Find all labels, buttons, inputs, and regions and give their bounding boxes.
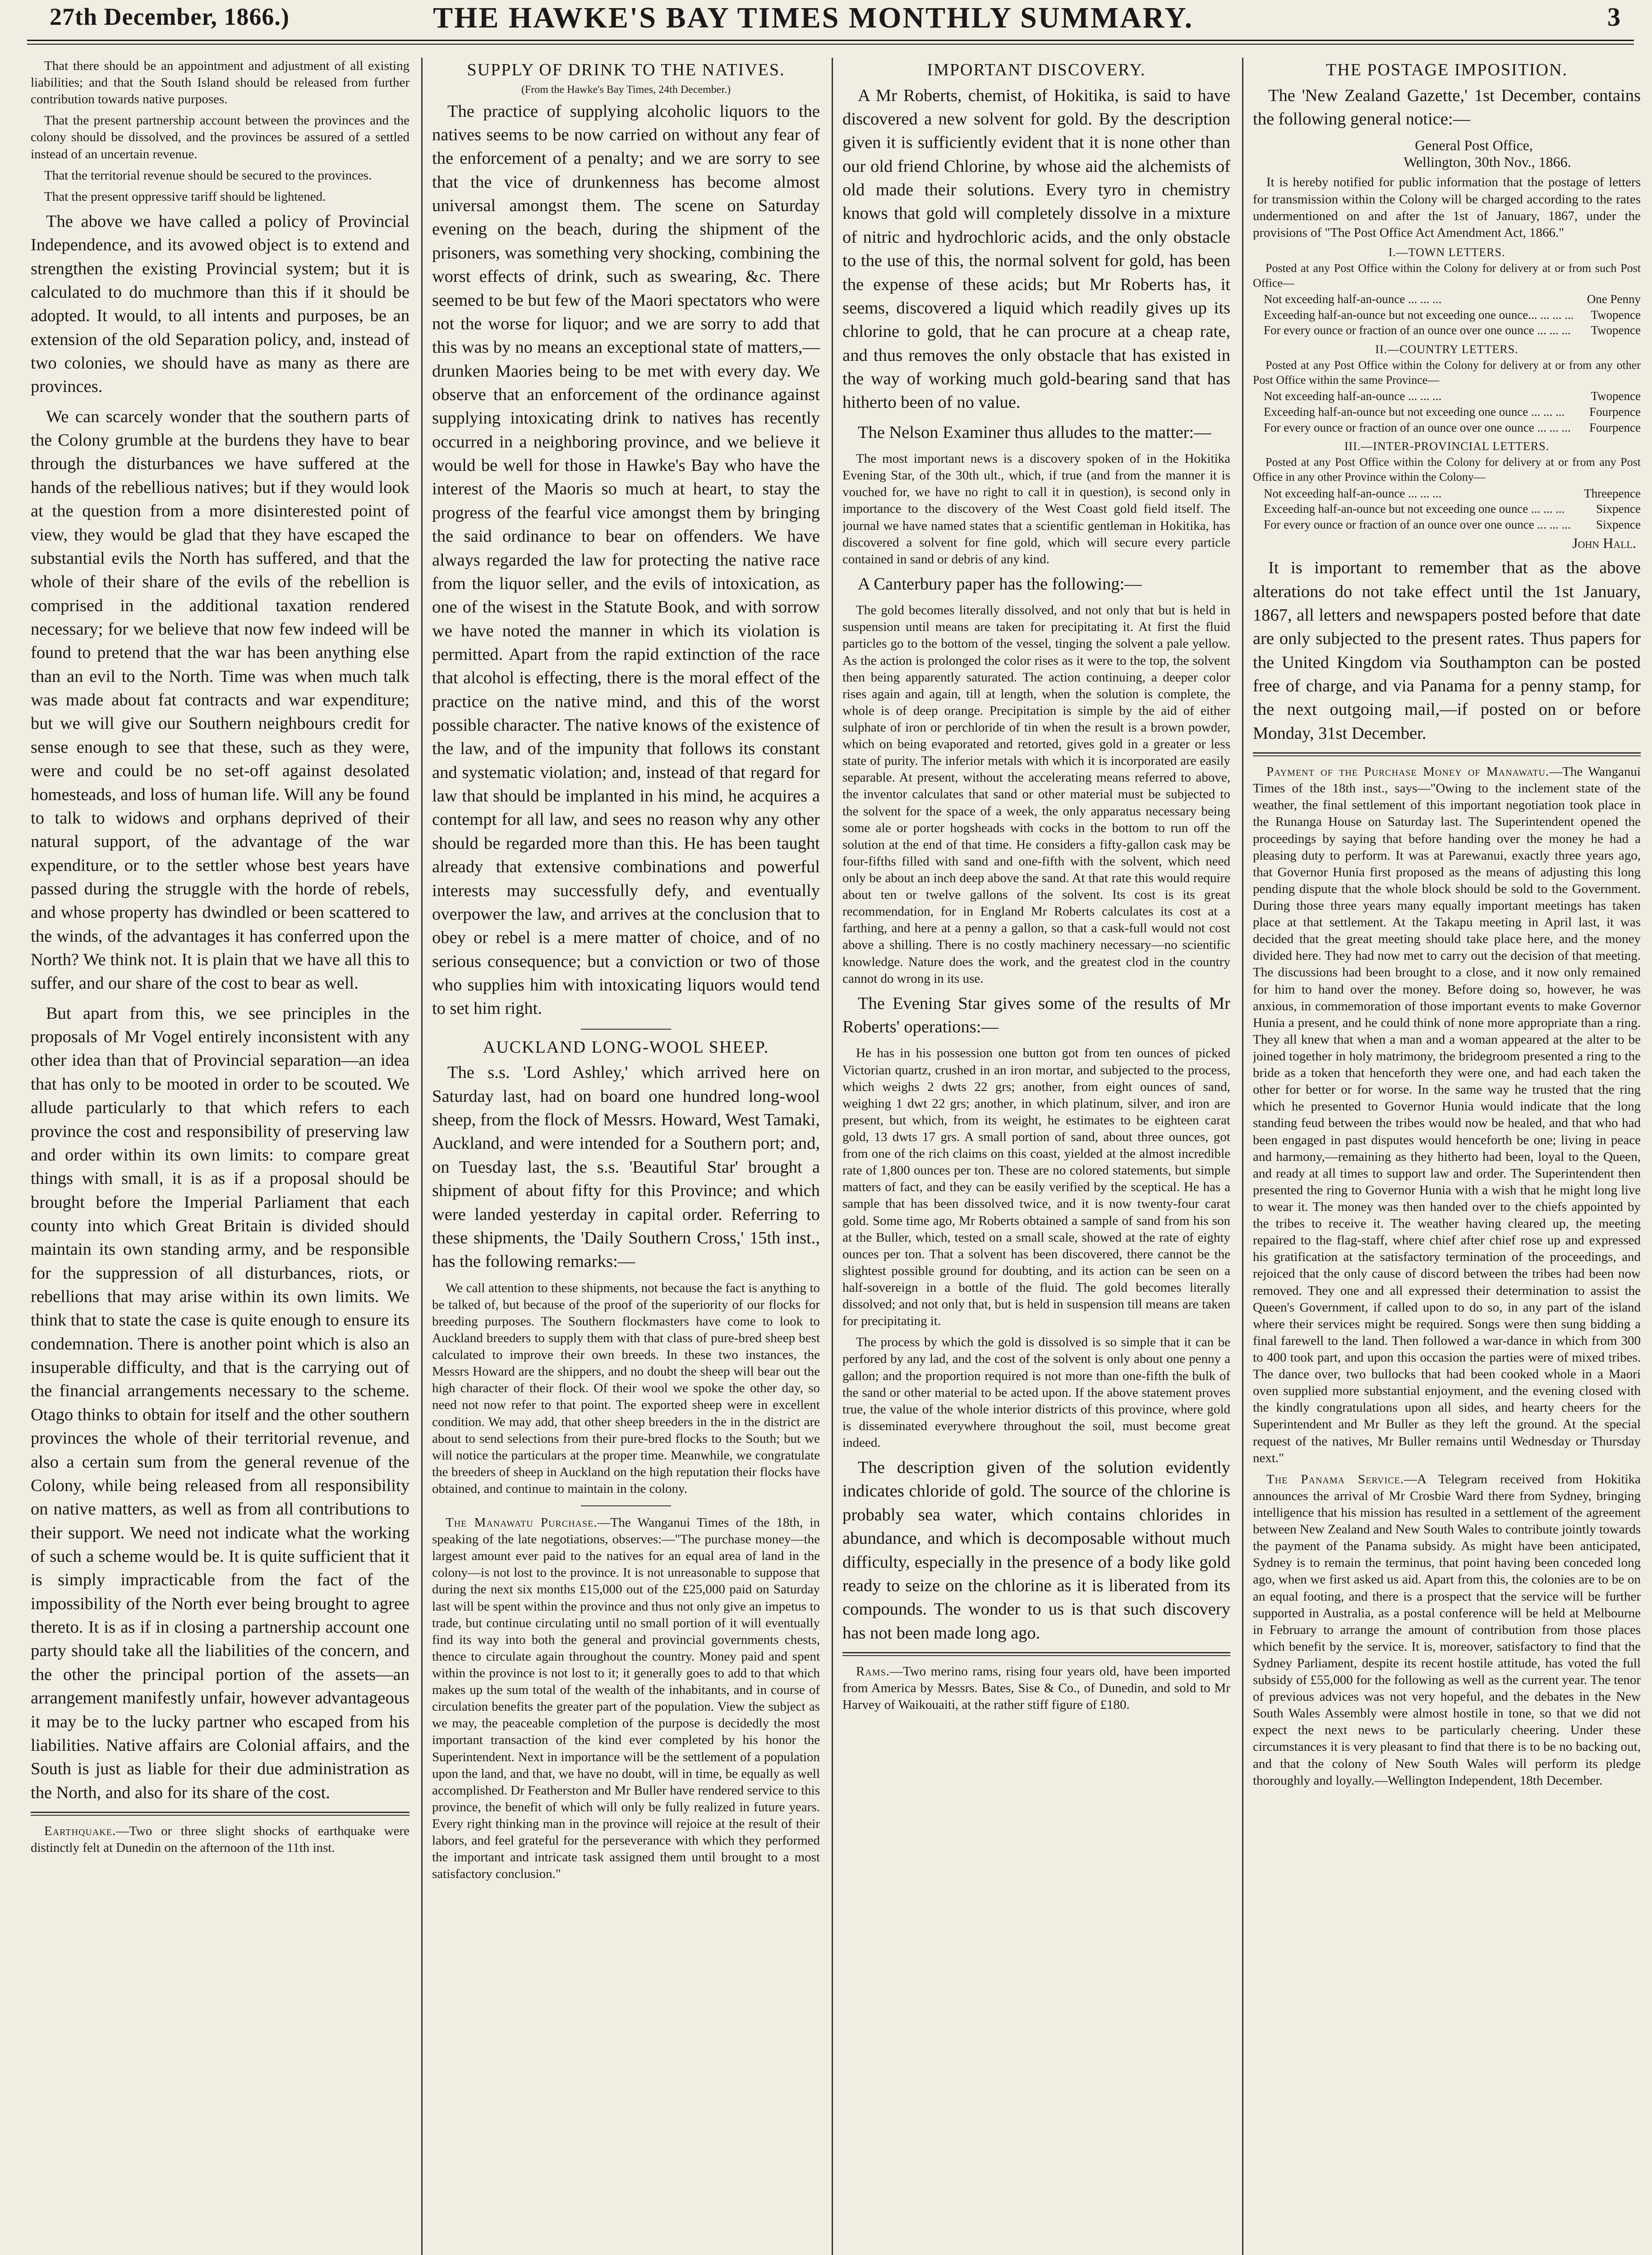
rate-label: For every ounce or fraction of an ounce over one ounce ... ... ... [1264, 323, 1571, 337]
postal-rate-row [1253, 291, 1641, 307]
column-divider [421, 58, 423, 2255]
quoted-paragraph: The gold becomes literally dissolved, and not only that but is held in suspension until means are taken for precipitating it. At first the fluid particles go to the bottom of the vessel, tinging the solvent a pale yellow. As the action is prolonged the color rises as it were to the top, the solvent then being apparently saturated. The action continuing, a deeper color rises again and again, till at length, when the solution is complete, the whole is of deep orange. Precipitation is simple by the aid of either sulphate of iron or perchloride of tin when the result is a brown powder, which on being evaporated and retorted, gives gold in a greater or less state of purity. The inferior metals with which it is incorporated are easily separable. At present, without the accelerating means referred to above, the inventor calculates that sand or other material must be subjected to the solvent for the space of a week, the only apparatus necessary being some ale or porter hogsheads with cocks in the bottom to run off the solution at the end of that time. He considers a fifty-gallon cask may be four-fifths filled with sand and one-fifth with the solvent, which need only be about an inch deep above the sand. At that rate this would require about ten or twelve gallons of the solvent. Its cost is its great recommendation, for in England Mr Roberts calculates its cost at a farthing, and here at a penny a gallon, so that a cask-full would not cost above a shilling. There is no costly machinery necessary—no scientific knowledge. Nature does the work, and the greatest clod in the country cannot do wrong in its use. [842, 603, 1230, 986]
rate-value: Threepence [1584, 486, 1641, 500]
rate-value: One Penny [1587, 292, 1641, 306]
article-paragraph: The above we have called a policy of Provincial Independence, and its avowed object is to extend and strengthen the existing Provincial system; but it is calculated to do muchmore than this if it should be adopted. It would, to all intents and purposes, be an extension of the old Separation policy, and, instead of two colonies, we should have as many as there are provinces. [31, 212, 410, 396]
postal-rate-row [1253, 517, 1641, 533]
article-source: (From the Hawke's Bay Times, 24th December.) [521, 83, 731, 96]
item-text: —The Wanganui Times of the 18th inst., says—"Owing to the inclement state of the weather, the final settlement of this important negotiation took place in the Runanga House on Saturday last. The Superintendent opened the proceedings by saying that before handing over the money he had a pleasing duty to perform. It was at Parewanui, exactly three years ago, that Governor Hunia first proposed as the means of adjusting this long pending dispute that the whole block should be sold to the Government. During those three years many equally important meetings has taken place at that settlement. At the Takapu meeting in April last, it was decided that the great meeting should take place here, and the money divided here. They had now met to carry out the decision of that meeting. The discussions had been brought to a close, and it now only remained for him to hand over the money. Before doing so, however, he was anxious, in commemoration of those important events to make Governor Hunia a present, and he could think of none more appropriate than a ring. They all knew that when a man and a woman appeared at the alter to be joined together in holy matrimony, the bridegroom presented a ring to the bride as a token that henceforth they were one, and had each taken the other for better or for worse. In the same way he trusted that the ring which he presented to Governor Hunia would indicate that the long standing feud between the tribes would now be healed, and that who had been engaged in past disputes would henceforth be one; living in peace and harmony,—remaining as they hitherto had been, loyal to the Queen, and ready at all times to support law and order. The Superintendent then presented the ring to Governor Hunia with a wish that he might long live to wear it. The money was then handed over to the chiefs appointed by the tribes to receive it. The weather having cleared up, the meeting repaired to the flag-staff, where chief after chief rose up and expressed his gratification at the satisfactory termination of the proceedings, and rejoiced that the only cause of discord between the tribes had been now removed. They one and all expressed their determination to assist the Queen's Government, if called upon to do so, in any part of the island where their services might be required. Songs were then sung bidding a final farewell to the land. Then followed a war-dance in which from 300 to 400 took part, and upon this occasion the parties were of mixed tribes. The dance over, two bullocks that had been cooked whole in a Maori oven supplied more substantial enjoyment, and the evening closed with the kindly congratulations upon all sides, and hearty cheers for the Superintendent and Mr Buller as they left the ground. At the special request of the natives, Mr Buller remains until Wednesday or Thursday next." [1253, 764, 1641, 1465]
item-text: —Two merino rams, rising four years old, have been imported from America by Messrs. Bates, Sise & Co., of Dunedin, and sold to Mr Harvey of Waikouaiti, at the rather stiff figure of £180. [842, 1664, 1230, 1712]
issue-date: 27th December, 1866.) [50, 3, 290, 30]
article-paragraph: It is important to remember that as the above alterations do not take effect until the 1st January, 1867, all letters and newspapers posted before that date are only subjected to the present rates. Thus papers for the United Kingdom via Southampton can be posted free of charge, and via Panama for a penny stamp, for the next outgoing mail,—if posted on or before Monday, 31st December. [1253, 558, 1641, 743]
article-title-postage: THE POSTAGE IMPOSITION. [1326, 60, 1568, 79]
column-3 [842, 58, 1230, 2255]
resolution: That the present partnership account between the provinces and the colony should be dissolved, and the provinces be assured of a settled instead of an uncertain revenue. [31, 113, 410, 161]
rate-label: For every ounce or fraction of an ounce over one ounce ... ... ... [1264, 420, 1571, 434]
section-rule [31, 1812, 410, 1816]
section-rule [1253, 752, 1641, 756]
postal-rate-row [1253, 486, 1641, 502]
rate-value: Twopence [1591, 308, 1641, 322]
postal-section-heading: III.—INTER-PROVINCIAL LETTERS. [1344, 440, 1550, 453]
panama-item [1253, 1471, 1641, 1789]
item-heading: The Manawatu Purchase. [446, 1515, 598, 1530]
item-heading: Payment of the Purchase Money of Manawatu. [1266, 764, 1550, 779]
item-text: —Two or three slight shocks of earthquake were distinctly felt at Dunedin on the afternoon of the 11th inst. [31, 1823, 410, 1855]
item-text: —The Wanganui Times of the 18th, in speaking of the late negotiations, observes:—"The purchase money—the largest amount ever paid to the natives for an equal area of land in the colony—is not lost to the province. It is not unreasonable to suppose that during the next six months £15,000 out of the £25,000 paid on Saturday last will be spent within the province and thus not only give an impetus to trade, but continue circulating until no small portion of it will eventually find its way into both the general and provincial governments chests, thence to circulate again throughout the country. Money paid and spent within the province is not lost to it; it generally goes to add to that which makes up the sum total of the wealth of the inhabitants, and in course of circulation benefits the greater part of the population. View the subject as we may, the peaceable completion of the purpose is decidedly the most important transaction of the kind ever completed by his honor the Superintendent. Next in importance will be the settlement of a population upon the land, and that, we have no doubt, will in time, be equally as well accomplished. Dr Featherston and Mr Buller have rendered service to this province, the benefit of which will only be fully realized in future years. Every right thinking man in the province will rejoice at the result of their labors, and feel grateful for the perseverance with which they performed the important and intricate task assigned them until brought to a most satisfactory conclusion." [432, 1515, 820, 1882]
quoted-paragraph: We call attention to these shipments, not because the fact is anything to be talked of, but because of the proof of the superiority of our flocks for breeding purposes. The Southern flockmasters have come to look to Auckland breeders to supply them with that class of pure-bred sheep best calculated to improve their own breeds. In these two instances, the Messrs Howard are the shippers, and no doubt the sheep will bear out the high character of their flock. Of their wool we spoke the other day, so need not now refer to that point. The exported sheep were in excellent condition. We may add, that other sheep breeders in the in the district are about to send selections from their pure-bred flocks to the South; but we will notice the particulars at the proper time. Meanwhile, we congratulate the breeders of sheep in Auckland on the high reputation their flocks have obtained, and continue to maintain in the colony. [432, 1280, 820, 1496]
rate-label: Not exceeding half-an-ounce ... ... ... [1264, 292, 1442, 306]
postal-section-heading: I.—TOWN LETTERS. [1388, 245, 1505, 259]
resolutions-list [31, 58, 410, 205]
column-divider [1242, 58, 1243, 2255]
article-title-sheep: AUCKLAND LONG-WOOL SHEEP. [483, 1037, 769, 1057]
quoted-paragraph: He has in his possession one button got from ten ounces of picked Victorian quartz, crushed in an iron mortar, and subjected to the process, which weighs 2 dwts 22 grs; another, from eight ounces of sand, weighing 1 dwt 22 grs; another, in which platinum, silver, and iron are present, but which, from its weight, he estimates to be eighteen carat gold, 13 dwts 17 grs. A small portion of sand, about three ounces, got from one of the rich claims on this coast, yielded at the almost incredible rate of 1,800 ounces per ton. These are no colored statements, but simple matters of fact, and they can be easily verified by the sceptical. He has a sample that has been dissolved twice, and it is now twenty-four carat gold. Some time ago, Mr Roberts obtained a sample of sand from his son at the Buller, which, tested on a small scale, showed at the rate of eighty ounces per ton. That a solvent has been discovered, there cannot be the slightest possible ground for doubting, and its action can be seen on a half-sovereign in a bottle of the fluid. The gold becomes literally dissolved; and not only that, but is held in suspension till means are taken for precipitating it. [842, 1046, 1230, 1329]
article-title-discovery: IMPORTANT DISCOVERY. [927, 60, 1146, 79]
manawatu-item [432, 1514, 820, 1882]
column-divider [832, 58, 833, 2255]
postal-section-intro: Posted at any Post Office within the Colony for delivery at or from any other Post Office within the same Province— [1253, 358, 1641, 387]
rate-label: Exceeding half-an-ounce but not exceeding one ounce ... ... ... [1264, 405, 1565, 419]
notice-office: General Post Office, [1415, 137, 1533, 154]
masthead-title: THE HAWKE'S BAY TIMES MONTHLY SUMMARY. [433, 1, 1194, 34]
postal-rate-row [1253, 420, 1641, 436]
section-rule [581, 1505, 671, 1506]
postal-rate-row [1253, 322, 1641, 338]
column-1 [31, 58, 410, 2255]
postal-rate-row [1253, 501, 1641, 517]
rate-value: Twopence [1591, 323, 1641, 337]
postal-rate-row [1253, 404, 1641, 420]
rate-value: Fourpence [1589, 405, 1641, 419]
rate-label: Exceeding half-an-ounce but not exceeding one ounce... ... ... ... [1264, 308, 1574, 322]
article-paragraph: We can scarcely wonder that the southern parts of the Colony grumble at the burdens they have to bear through the disturbances we have suffered at the hands of the rebellious natives; but if they would look at the question from a more disinterested point of view, they would be glad that they have escaped the substantial evils the North has suffered, and that the whole of their share of the evils of the rebellion is comprised in the additional taxation rendered necessary; for we believe that now few indeed will be found to pretend that the war has been anything else than an evil to the North. Time was when much talk was made about fat contracts and war expenditure; but we will give our Southern neighbours credit for sense enough to see that these, such as they were, were and could be no set-off against desolated homesteads, and loss of human life. Will any be found to talk to widows and orphans deprived of their natural support, of the advantage of the war expenditure, or to the settler whose best years have passed during the struggle with the horde of rebels, and whose property has dwindled or been scattered to the winds, of the advantages it has conferred upon the North? We think not. It is plain that we have all this to suffer, and our share of the cost to bear as well. [31, 407, 410, 993]
quoted-paragraph: The most important news is a discovery spoken of in the Hokitika Evening Star, of the 30th ult., which, if true (and from the manner it is vouched for, we have no right to call it in question), is second only in importance to the discovery of the West Coast gold field itself. The journal we have named states that a scientific gentleman in Hokitika, has discovered a solvent for fine gold, which will secure every particle contained in sand or debris of any kind. [842, 451, 1230, 566]
postal-table [1253, 246, 1641, 532]
rate-label: Not exceeding half-an-ounce ... ... ... [1264, 389, 1442, 403]
article-paragraph: The Evening Star gives some of the results of Mr Roberts' operations:— [842, 994, 1230, 1037]
resolution: That there should be an appointment and adjustment of all existing liabilities; and that the South Island should be released from further contribution towards native purposes. [31, 59, 410, 107]
section-rule [842, 1652, 1230, 1656]
page-number: 3 [1607, 2, 1620, 32]
postal-rate-row [1253, 388, 1641, 404]
article-paragraph: The Nelson Examiner thus alludes to the matter:— [858, 423, 1211, 442]
postal-rate-row [1253, 307, 1641, 323]
article-paragraph: A Canterbury paper has the following:— [858, 574, 1142, 594]
earthquake-item [31, 1823, 410, 1856]
rate-value: Sixpence [1596, 517, 1641, 531]
article-paragraph: The 'New Zealand Gazette,' 1st December, contains the following general notice:— [1253, 86, 1641, 129]
column-2 [432, 58, 820, 2255]
article-paragraph: The s.s. 'Lord Ashley,' which arrived here on Saturday last, had on board one hundred long-wool sheep, from the flock of Messrs. Howard, West Tamaki, Auckland, and were intended for a Southern port; and, on Tuesday last, the s.s. 'Beautiful Star' brought a shipment of about fifty for this Province; and which were landed yesterday in capital order. Referring to these shipments, the 'Daily Southern Cross,' 15th inst., has the following remarks:— [432, 1063, 820, 1271]
notice-signature: John Hall. [1572, 535, 1636, 552]
rate-label: Exceeding half-an-ounce but not exceeding one ounce ... ... ... [1264, 502, 1565, 516]
header-rule [27, 40, 1634, 45]
section-rule [581, 1029, 671, 1030]
resolution: That the territorial revenue should be secured to the provinces. [44, 168, 372, 183]
item-heading: Rams. [856, 1664, 890, 1679]
resolution: That the present oppressive tariff should be lightened. [44, 189, 326, 204]
article-paragraph: The description given of the solution evidently indicates chloride of gold. The source of the chlorine is probably sea water, which contains chlorides in abundance, and which is decomposable without much difficulty, especially in the presence of a body like gold ready to seize on the chlorine as it is liberated from its compounds. The wonder to us is that such discovery has not been made long ago. [842, 1458, 1230, 1643]
page-header [0, 0, 1652, 53]
rate-value: Twopence [1591, 389, 1641, 403]
item-heading: Earthquake. [44, 1823, 116, 1838]
rate-value: Sixpence [1596, 502, 1641, 516]
item-heading: The Panama Service. [1266, 1472, 1404, 1486]
payment-item [1253, 764, 1641, 1467]
article-paragraph: A Mr Roberts, chemist, of Hokitika, is said to have discovered a new solvent for gold. By the description given it is sufficiently evident that it is none other than our old friend Chlorine, by whose aid the alchemists of old made their solutions. Every tyro in chemistry knows that gold will completely dissolve in a mixture of nitric and hydrochloric acids, and the only obstacle to the use of this, the normal solvent for gold, has been the expense of these acids; but Mr Roberts has, it seems, discovered a liquid which readily gives up its chlorine to gold, that he can procure at a cheap rate, and thus removes the only obstacle that has existed in the way of working much gold-bearing sand that has hitherto been of no value. [842, 86, 1230, 412]
item-text: —A Telegram received from Hokitika announces the arrival of Mr Crosbie Ward there from Sydney, bringing intelligence that his mission has resulted in a settlement of the agreement between New Zealand and New South Wales to contribute jointly towards the payment of the Panama subsidy. As might have been anticipated, Sydney is to remain the terminus, that point having been conceded long ago, when we first asked us aid. Apart from this, the colonies are to be on an equal footing, and there is a prospect that the service will be further supported in Australia, as a postal conference will be held at Melbourne in February to arrange the amount of contribution from those places which benefit by the service. It is, moreover, satisfactory to find that the Sydney Parliament, despite its recent hostile attitude, has voted the full subsidy of £55,000 for the following as well as the current year. The tenor of previous advices was not very hopeful, and the debates in the New South Wales Assembly were almost hostile in tone, so that we did not expect the next news to be particularly cheering. Under these circumstances it is very pleasant to find that there is to be no backing out, and that the colony of New South Wales will perform its pledge thoroughly and loyally.—Wellington Independent, 18th December. [1253, 1472, 1641, 1788]
article-paragraph: The practice of supplying alcoholic liquors to the natives seems to be now carried on without any fear of the enforcement of a penalty; and we are sorry to see that the vice of drunkenness has become almost universal amongst them. The scene on Saturday evening on the beach, during the shipment of the prisoners, was something very shocking, combining the worst effects of drink, such as swearing, &c. There seemed to be but few of the Maori spectators who were not the worse for liquor; and we are sorry to add that this was by no means an exceptional state of matters,—drunken Maories being to be met with every day. We observe that an enforcement of the ordinance against supplying intoxicating drink to natives has recently occurred in a neighboring province, and we believe it would be well for those in Hawke's Bay who have the interest of the Maoris so much at heart, to stay the progress of the fearful vice amongst them by bringing the said ordinance to bear on offenders. We have always regarded the law for protecting the native race from the liquor seller, and the evils of intoxication, as one of the wisest in the Statute Book, and with sorrow we have noted the manner in which its violation is permitted. Apart from the rapid extinction of the race that alcohol is effecting, there is the moral effect of the practice on the native mind, and this of the worst possible character. The native knows of the existence of the law, and of the impunity that follows its constant and systematic violation; and, instead of that regard for law that should be implanted in his mind, he acquires a contempt for all law, and sees no reason why any other should be regarded more than this. He has been taught already that extensive combinations and powerful interests may successfully defy, and eventually overpower the law, and arrives at the conclusion that to obey or rebel is a mere matter of choice, and of no serious consequence; but a conviction or two of those who supplies him with intoxicating liquors would tend to set him right. [432, 101, 820, 1018]
rate-value: Fourpence [1589, 420, 1641, 434]
postal-section-heading: II.—COUNTRY LETTERS. [1375, 342, 1519, 356]
notice-date: Wellington, 30th Nov., 1866. [1404, 154, 1571, 170]
rate-label: For every ounce or fraction of an ounce over one ounce ... ... ... [1264, 517, 1571, 531]
postal-section-intro: Posted at any Post Office within the Colony for delivery at or from any Post Office in any other Province within the Colony— [1253, 456, 1641, 483]
column-4 [1253, 58, 1641, 2255]
article-paragraph: But apart from this, we see principles in the proposals of Mr Vogel entirely inconsistent with any other idea than that of Provincial separation—an idea that has only to be mooted in order to be scouted. We allude particularly to that which refers to each province the cost and responsibility of preserving law and order within its own limits: to compare great things with small, it is as if a proposal should be brought before the Imperial Parliament that each county into which Great Britain is divided should maintain its own standing army, and be responsible for the suppression of all disturbances, riots, or rebellions that may arise within its own limits. We think that to state the case is quite enough to ensure its condemnation. There is another point which is also an insuperable difficulty, and that is the carrying out of the financial arrangements necessary to the scheme. Otago thinks to obtain for itself and the other southern provinces the whole of their territorial revenue, and also a certain sum from the general revenue of the Colony, while being released from all responsibility on native matters, as well as from all contributions to their support. We need not indicate what the working of such a scheme would be. It is quite sufficient that it is simply impracticable from the fact of the impossibility of the North ever being brought to agree thereto. It is as if in closing a partnership account one party should take all the liabilities of the concern, and the other the principal portion of the assets—an arrangement manifestly unfair, however advantageous it may be to the lucky partner who escaped from his liabilities. Native affairs are Colonial affairs, and the South is just as liable for their due administration as the North, and also for its share of the cost. [31, 1003, 410, 1802]
quoted-paragraph: The process by which the gold is dissolved is so simple that it can be perfored by any lad, and the cost of the solvent is only about one penny a gallon; and the proportion required is not more than one-fifth the bulk of the sand or other material to be acted upon. If the above statement proves true, the value of the whole interior districts of this province, where gold is disseminated everywhere throughout the soil, must become great indeed. [842, 1335, 1230, 1450]
postal-section-intro: Posted at any Post Office within the Colony for delivery at or from such Post Office— [1253, 261, 1641, 290]
rams-item [842, 1663, 1230, 1713]
notice-text: It is hereby notified for public information that the postage of letters for transmission within the Colony will be charged according to the rates undermentioned on and after the 1st of January, 1867, under the provisions of "The Post Office Act Amendment Act, 1866." [1253, 175, 1641, 240]
article-title-drink: SUPPLY OF DRINK TO THE NATIVES. [467, 60, 785, 79]
rate-label: Not exceeding half-an-ounce ... ... ... [1264, 486, 1442, 500]
